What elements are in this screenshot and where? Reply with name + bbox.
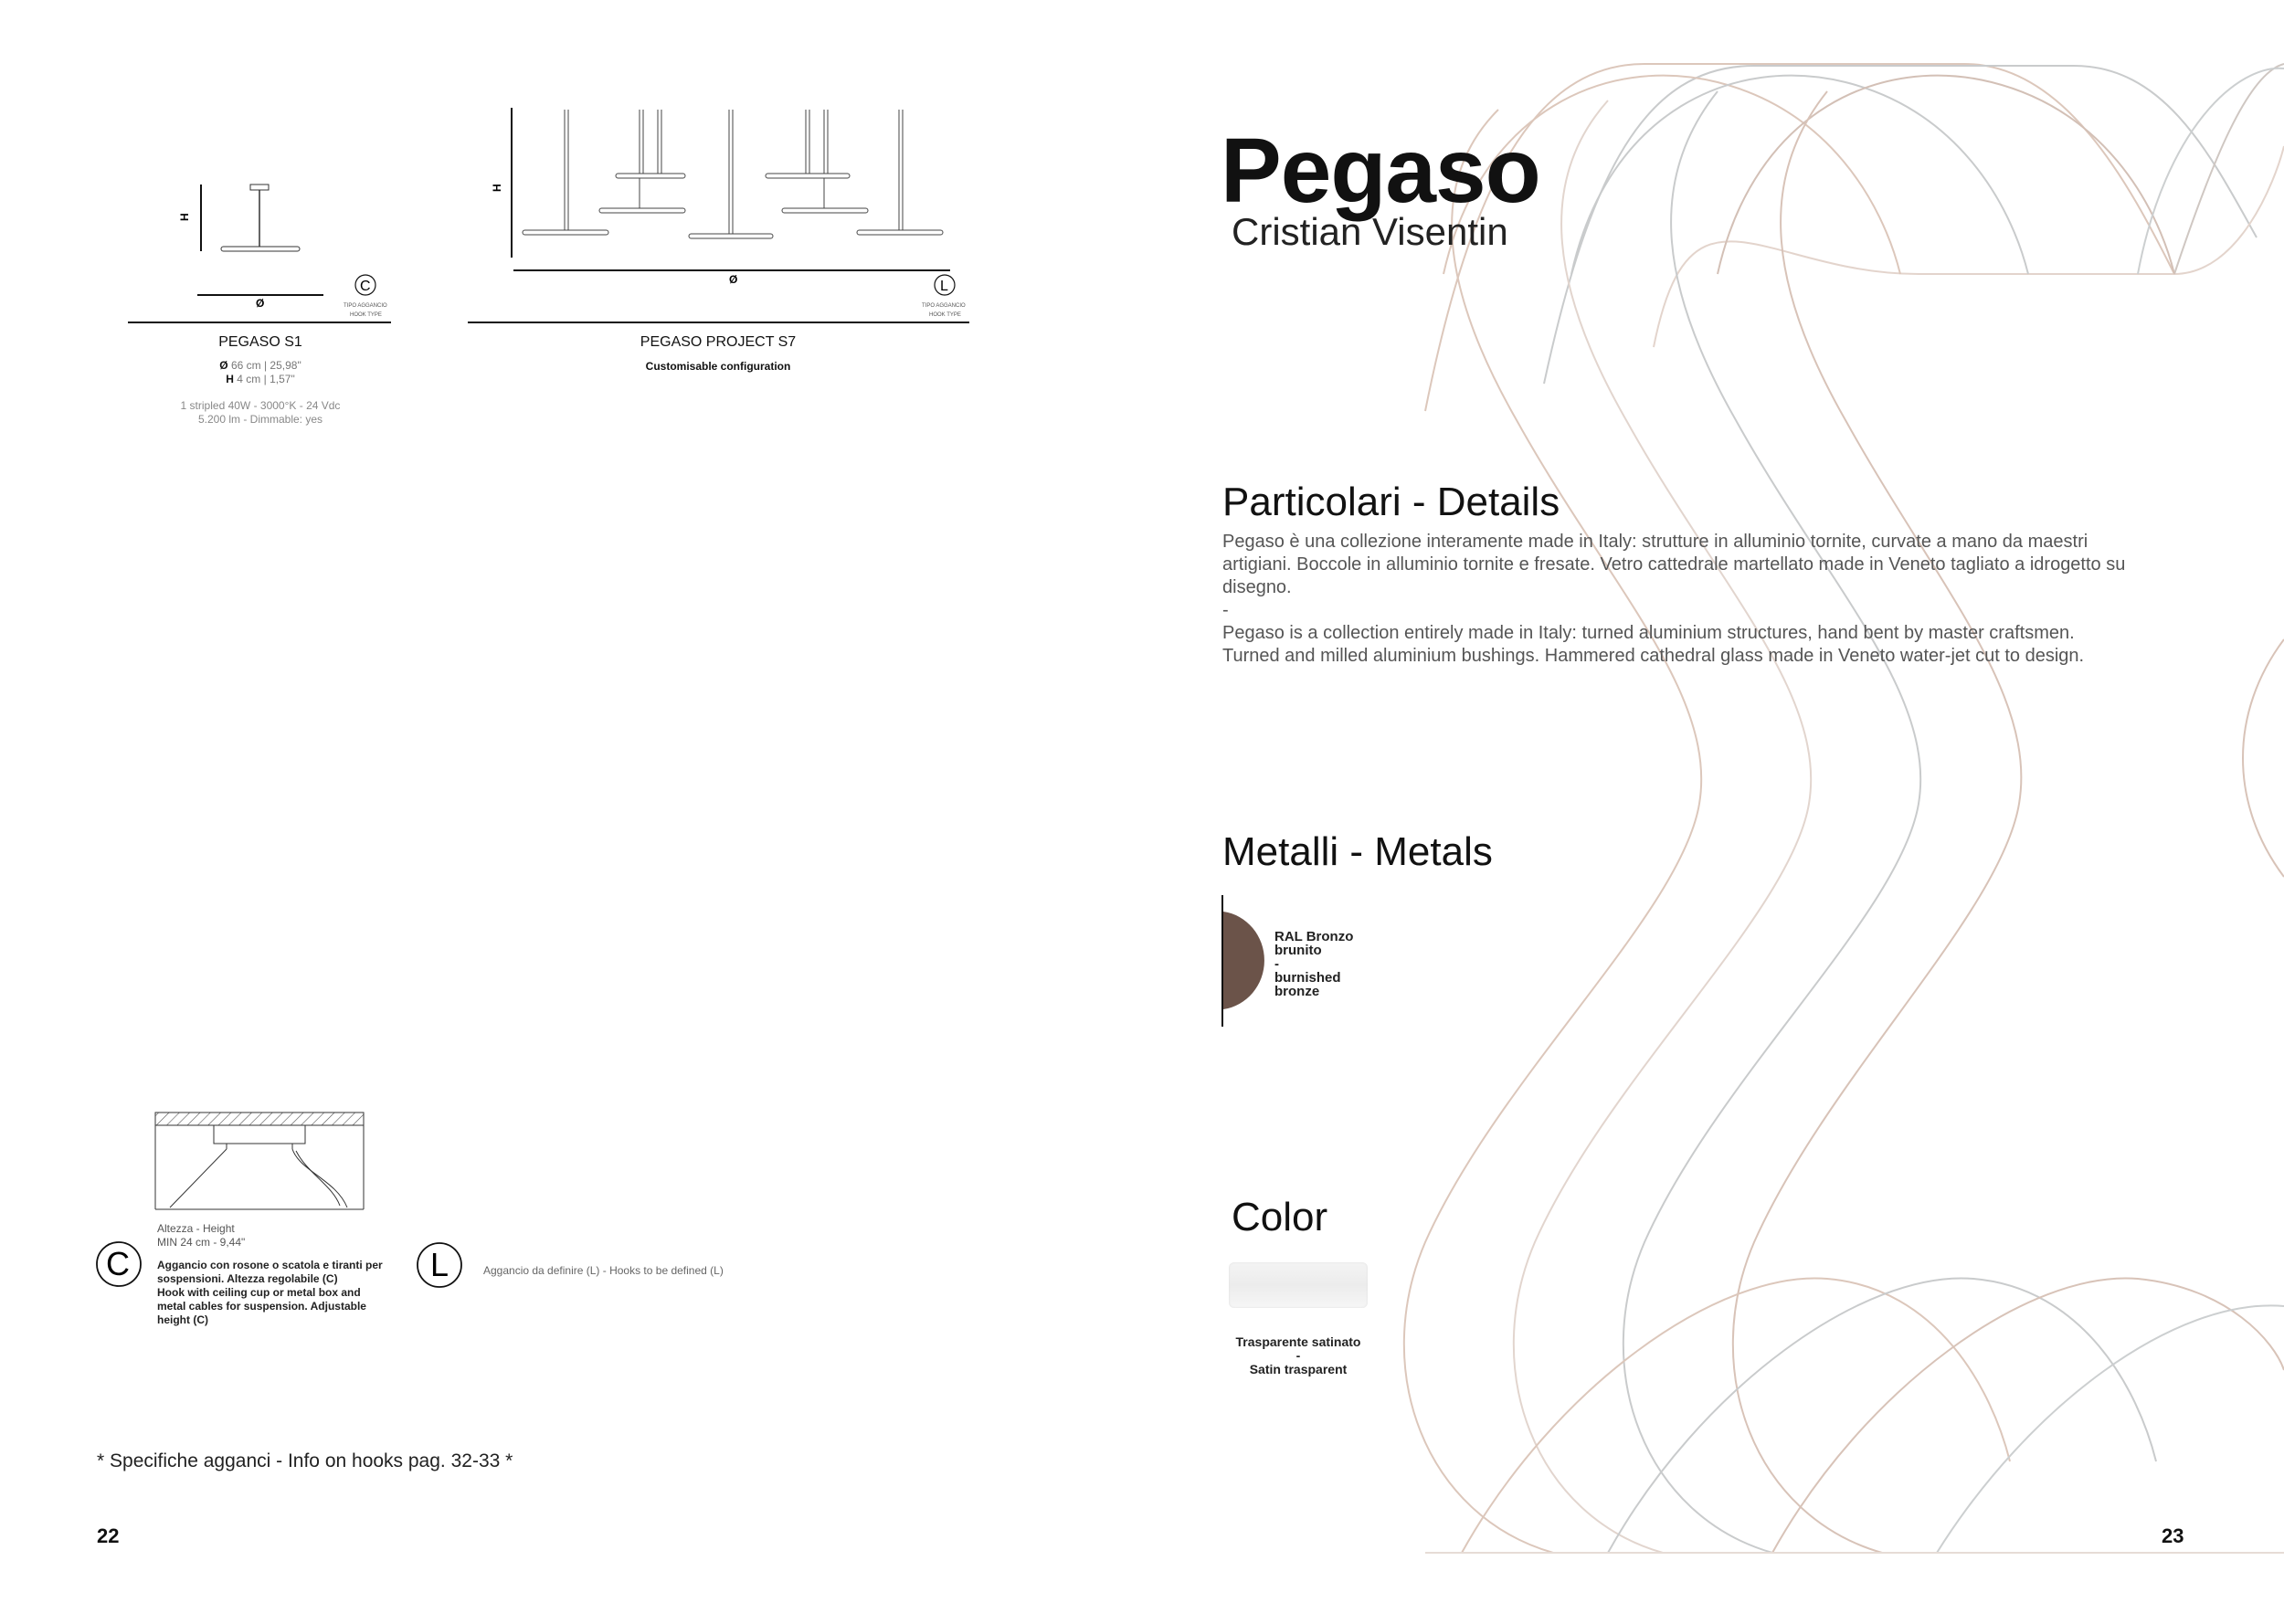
height-label: H xyxy=(226,373,234,385)
hook-type-en: HOOK TYPE xyxy=(350,312,382,318)
metal-line-1: RAL Bronzo xyxy=(1274,929,1354,944)
hook-installation-drawing xyxy=(153,1107,369,1215)
pegaso-s1-title: PEGASO S1 xyxy=(218,334,302,350)
pendant-disc-5 xyxy=(766,174,850,178)
s-curve-4 xyxy=(1733,91,2022,1553)
page-number-right: 23 xyxy=(2162,1524,2184,1547)
arc-bottom-4 xyxy=(1937,1305,2284,1553)
hook-l-symbol xyxy=(416,1241,463,1289)
footnote: * Specifiche agganci - Info on hooks pag. 32-33 * xyxy=(97,1450,513,1471)
details-it-line-2: artigiani. Boccole in alluminio tornite e fresate. Vetro cattedrale martellato made in Veneto tagliato a idrogetto su xyxy=(1222,554,2126,575)
pendant-disc-7 xyxy=(857,230,943,235)
diameter-axis-label: Ø xyxy=(256,297,265,310)
specs-line-1: 1 stripled 40W - 3000°K - 24 Vdc xyxy=(180,399,341,412)
ceiling xyxy=(155,1113,364,1125)
page-title: Pegaso xyxy=(1221,120,1540,222)
height-axis-label: H xyxy=(178,213,191,221)
designer-name: Cristian Visentin xyxy=(1232,210,1508,253)
pegaso-s1-dimensions xyxy=(128,359,393,386)
color-label xyxy=(1224,1335,1372,1376)
ceiling-box xyxy=(214,1125,305,1144)
metal-line-3: - xyxy=(1274,956,1279,972)
height-label: Altezza - Height xyxy=(157,1222,235,1235)
pendant-disc-6 xyxy=(782,208,868,213)
hook-c-symbol xyxy=(95,1240,143,1288)
glass-swatch xyxy=(1229,1262,1368,1308)
right-edge-curve xyxy=(2243,639,2284,877)
pendant-disc-2 xyxy=(616,174,685,178)
curve-top-3 xyxy=(1654,146,2284,347)
arc-bottom-1 xyxy=(1462,1278,2010,1553)
hook-l-description: Aggancio da definire (L) - Hooks to be defined (L) xyxy=(483,1264,724,1277)
hook-type-it: TIPO AGGANCIO xyxy=(344,303,387,309)
details-separator: - xyxy=(1222,600,1229,620)
c-desc-line-5: height (C) xyxy=(157,1313,208,1326)
color-line-2: - xyxy=(1295,1348,1301,1363)
hook-c-letter: C xyxy=(360,279,371,294)
svg-text:C: C xyxy=(106,1245,130,1282)
s-curve-2 xyxy=(1514,100,1811,1553)
metals-heading: Metalli - Metals xyxy=(1222,829,1493,874)
details-heading: Particolari - Details xyxy=(1222,480,1560,524)
color-line-3: Satin trasparent xyxy=(1249,1362,1348,1376)
s-curve-3 xyxy=(1623,91,1920,1553)
page-number-left: 22 xyxy=(97,1524,120,1547)
svg-text:L: L xyxy=(430,1246,449,1283)
height-axis-label: H xyxy=(491,184,503,192)
arc-bottom-2 xyxy=(1608,1278,2156,1553)
c-desc-line-1: Aggancio con rosone o scatola e tiranti per xyxy=(157,1259,383,1271)
hook-l-letter: L xyxy=(940,279,948,294)
metal-line-2: brunito xyxy=(1274,943,1322,958)
height-value: 4 cm | 1,57" xyxy=(237,373,295,385)
pendant-disc-1 xyxy=(523,230,608,235)
specs-line-2: 5.200 lm - Dimmable: yes xyxy=(197,413,323,426)
metal-label xyxy=(1274,930,1353,998)
pegaso-s7-subtitle: Customisable configuration xyxy=(645,360,791,373)
metal-line-4: burnished xyxy=(1274,970,1341,986)
diameter-axis-label: Ø xyxy=(729,273,738,286)
cable-left xyxy=(170,1149,227,1207)
curve-top-4 xyxy=(2174,64,2284,274)
c-desc-line-2: sospensioni. Altezza regolabile (C) xyxy=(157,1272,338,1285)
pegaso-s1-specs xyxy=(128,399,393,427)
details-it-line-3: disegno. xyxy=(1222,577,1292,597)
pegaso-s7-title: PEGASO PROJECT S7 xyxy=(640,334,797,350)
metal-swatch xyxy=(1221,893,1275,1028)
details-text xyxy=(1222,531,2182,668)
details-en-line-2: Turned and milled aluminium bushings. Hammered cathedral glass made in Veneto water-jet cut to design. xyxy=(1222,646,2085,666)
pendant-disc-3 xyxy=(599,208,685,213)
pegaso-s7-drawing xyxy=(466,100,978,329)
hook-type-en: HOOK TYPE xyxy=(929,312,961,318)
diameter-value: 66 cm | 25,98" xyxy=(230,359,301,372)
details-en-line-1: Pegaso is a collection entirely made in Italy: turned aluminium structures, hand bent by master craftsmen. xyxy=(1222,623,2075,643)
diameter-label: Ø xyxy=(219,359,228,372)
hook-c-description xyxy=(157,1259,404,1327)
arc-bottom-3 xyxy=(1772,1278,2284,1553)
height-min: MIN 24 cm - 9,44" xyxy=(157,1236,246,1249)
canopy xyxy=(250,185,269,190)
c-desc-line-3: Hook with ceiling cup or metal box and xyxy=(157,1286,361,1299)
hook-type-it: TIPO AGGANCIO xyxy=(922,303,966,309)
c-desc-line-4: metal cables for suspension. Adjustable xyxy=(157,1300,366,1313)
color-heading: Color xyxy=(1232,1195,1328,1239)
pendant-disc-4 xyxy=(689,234,773,238)
disc xyxy=(221,247,300,251)
details-it-line-1: Pegaso è una collezione interamente made in Italy: strutture in alluminio tornite, curvate a mano da maestri xyxy=(1222,532,2088,552)
hook-height-info xyxy=(157,1222,245,1250)
color-line-1: Trasparente satinato xyxy=(1235,1334,1361,1349)
pegaso-s1-drawing xyxy=(119,174,402,329)
arc-top-2 xyxy=(1571,76,2028,274)
metal-line-5: bronze xyxy=(1274,984,1320,999)
